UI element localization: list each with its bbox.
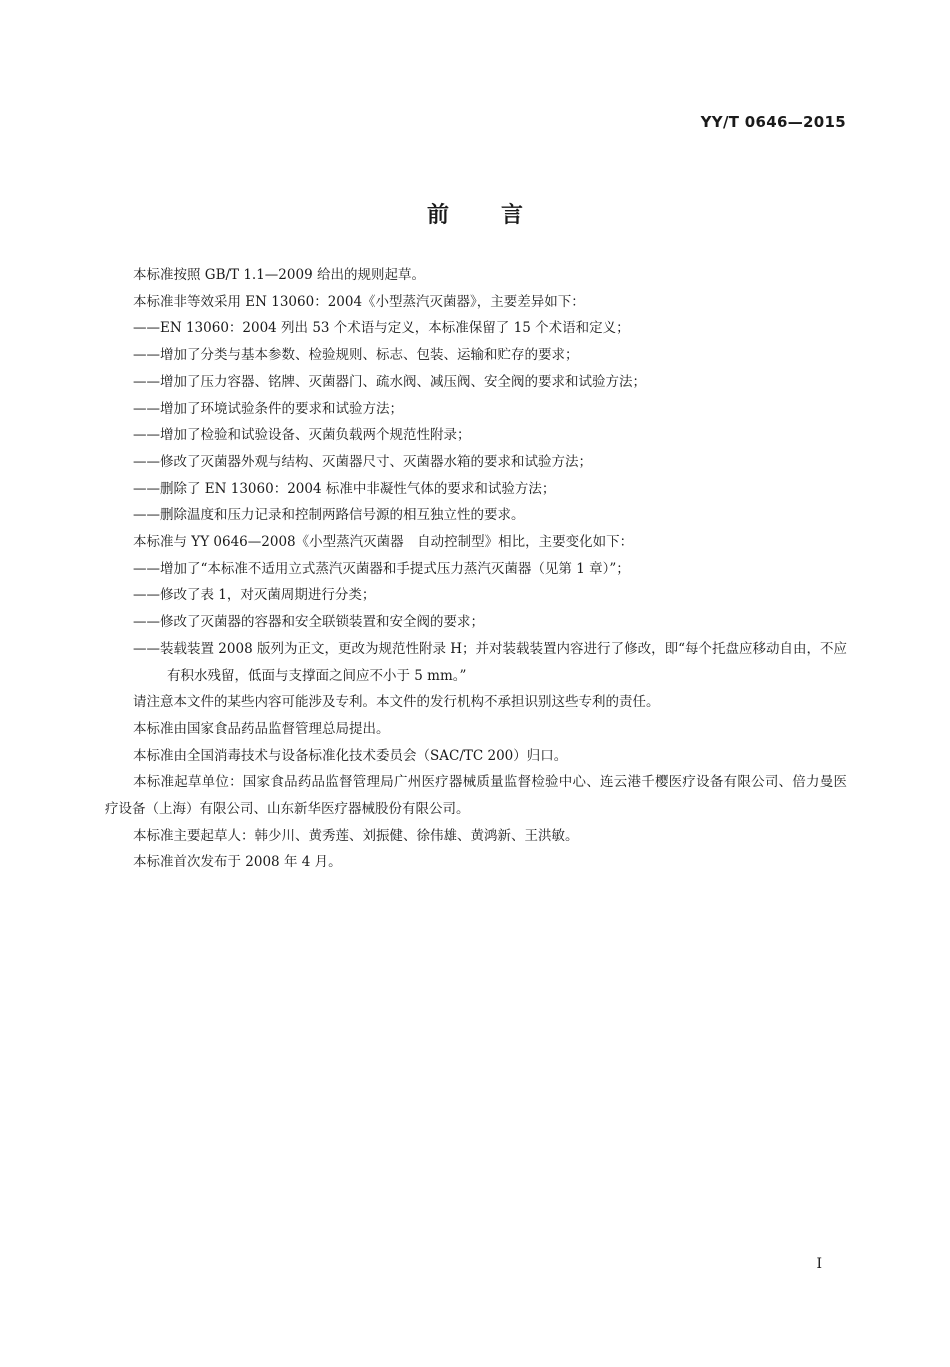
list-item: ——修改了表 1，对灭菌周期进行分类；	[133, 587, 376, 604]
page-title: 前言	[426, 203, 575, 228]
list-item: ——增加了压力容器、铭牌、灭菌器门、疏水阀、减压阀、安全阀的要求和试验方法；	[133, 373, 646, 390]
list-item: ——增加了环境试验条件的要求和试验方法；	[133, 400, 403, 417]
list-item: ——EN 13060：2004 列出 53 个术语与定义，本标准保留了 15 个术语和定义；	[133, 320, 630, 337]
paragraph: 本标准首次发布于 2008 年 4 月。	[133, 854, 342, 871]
paragraph: 请注意本文件的某些内容可能涉及专利。本文件的发行机构不承担识别这些专利的责任。	[133, 694, 660, 711]
paragraph: 本标准起草单位：国家食品药品监督管理局广州医疗器械质量监督检验中心、连云港千樱医疗设备有限公司、倍力曼医疗设备（上海）有限公司、山东新华医疗器械股份有限公司。	[105, 774, 847, 818]
paragraph: 本标准非等效采用 EN 13060：2004《小型蒸汽灭菌器》，主要差异如下：	[133, 293, 585, 310]
paragraph: 本标准与 YY 0646—2008《小型蒸汽灭菌器 自动控制型》相比，主要变化如下：	[133, 534, 634, 551]
list-item: ——增加了分类与基本参数、检验规则、标志、包装、运输和贮存的要求；	[133, 347, 579, 364]
list-item: ——删除了 EN 13060：2004 标准中非凝性气体的要求和试验方法；	[133, 480, 556, 497]
list-item: ——修改了灭菌器外观与结构、灭菌器尺寸、灭菌器水箱的要求和试验方法；	[133, 453, 592, 470]
paragraph: 本标准由国家食品药品监督管理总局提出。	[133, 720, 390, 737]
list-item: ——装载装置 2008 版列为正文，更改为规范性附录 H；并对装载装置内容进行了修改，即“每个托盘应移动自由，不应有积水残留，低面与支撑面之间应不小于 5 mm。”	[133, 640, 847, 684]
paragraph: 本标准主要起草人：韩少川、黄秀莲、刘振健、徐伟雄、黄鸿新、王洪敏。	[133, 827, 579, 844]
list-item: ——增加了检验和试验设备、灭菌负载两个规范性附录；	[133, 427, 471, 444]
list-item: ——删除温度和压力记录和控制两路信号源的相互独立性的要求。	[133, 507, 525, 524]
list-item: ——修改了灭菌器的容器和安全联锁装置和安全阀的要求；	[133, 614, 484, 631]
page-number: I	[816, 1256, 822, 1272]
paragraph: 本标准由全国消毒技术与设备标准化技术委员会（SAC/TC 200）归口。	[133, 747, 568, 764]
foreword-body	[105, 262, 847, 876]
paragraph: 本标准按照 GB/T 1.1—2009 给出的规则起草。	[133, 267, 425, 283]
list-item: ——增加了“本标准不适用立式蒸汽灭菌器和手提式压力蒸汽灭菌器（见第 1 章）”；	[133, 560, 630, 577]
document-number: YY/T 0646—2015	[700, 113, 846, 131]
